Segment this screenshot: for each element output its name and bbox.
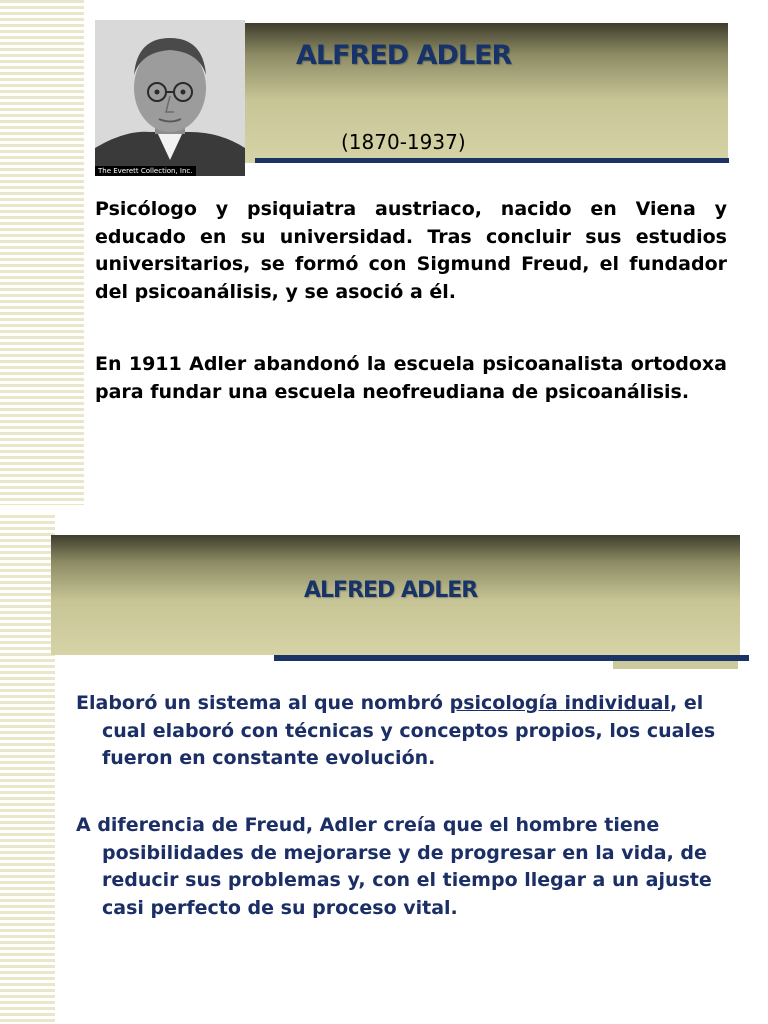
slide-title: ALFRED ADLER [296,40,512,71]
slide-title-2: ALFRED ADLER [304,578,478,603]
life-years: (1870-1937) [341,130,466,154]
bullet-freud-difference: A diferencia de Freud, Adler creía que el hombre tiene posibilidades de mejorarse y de progresar en la vida, de reducir sus problemas y, con el tiempo llegar a un ajuste casi perfecto de su proceso vital. [76,814,712,919]
bullet1-text-start: Elaboró un sistema al que nombró [76,692,450,714]
psicologia-individual-link[interactable]: psicología individual [449,692,670,714]
portrait-photo [95,20,245,176]
bullet1-text-end: , el cual elaboró con técnicas y conceptos propios, los cuales fueron en constante evolución. [102,692,716,769]
title-underline-rule [255,158,729,163]
decorative-stripes-bottom [0,515,55,1024]
decorative-stripes-top [0,0,84,505]
bullet-individual-psychology [76,690,718,773]
photo-credit: The Everett Collection, Inc. [95,166,196,176]
paragraph-1911: En 1911 Adler abandonó la escuela psicoanalista ortodoxa para fundar una escuela neofreudiana de psicoanálisis. [95,353,727,403]
title-underline-rule-2 [274,655,749,661]
paragraph-bio: Psicólogo y psiquiatra austriaco, nacido en Viena y educado en su universidad. Tras concluir sus estudios universitarios, se formó con Sigmund Freud, el fundador del psicoanálisis, y se asoció a él. [95,198,727,303]
portrait-image [95,20,245,176]
